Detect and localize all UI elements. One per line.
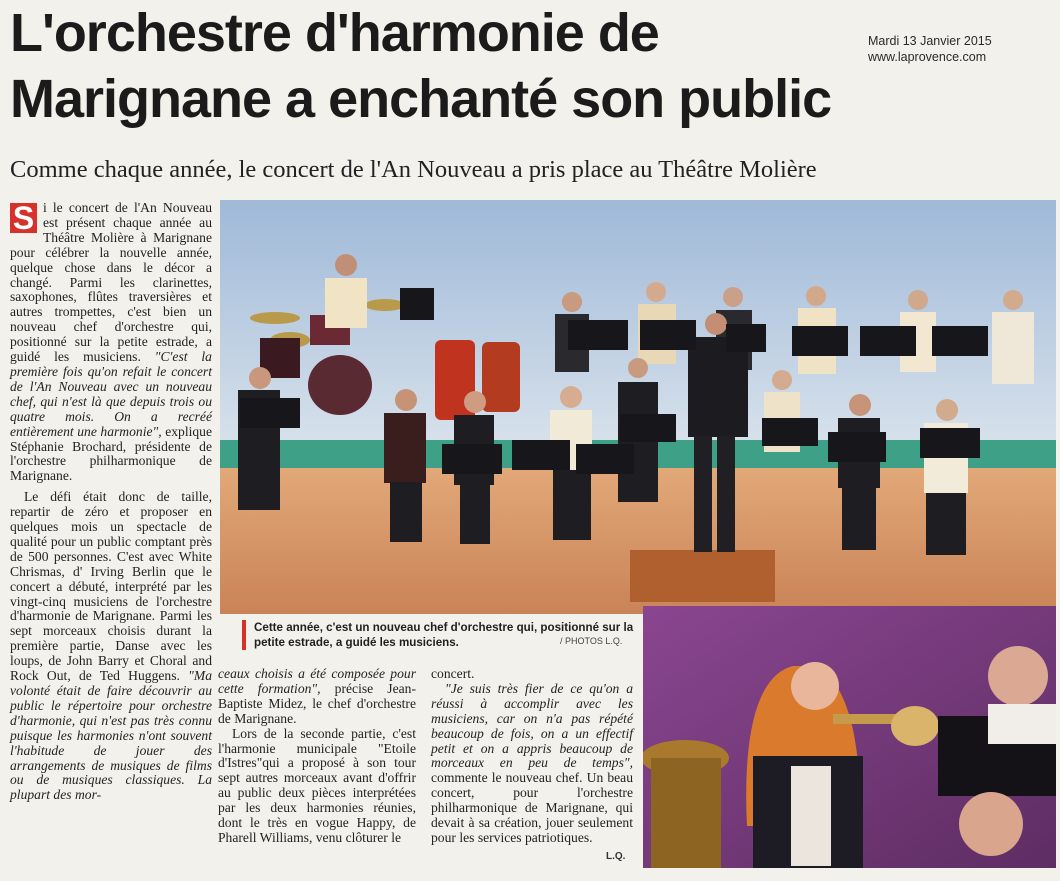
column-3-tail: commente le nouveau chef. Un beau concert, pour l'orchestre philharmonique de Marignane, qui devait à sa création, jouer seulement pour les services patriotiques. xyxy=(431,770,633,845)
main-concert-photo xyxy=(220,200,1056,614)
bald-musician-bottom xyxy=(959,792,1023,856)
headline-line-1: L'orchestre d'harmonie de xyxy=(10,3,659,63)
publication-date: Mardi 13 Janvier 2015 xyxy=(868,34,992,48)
photo-caption: Cette année, c'est un nouveau chef d'orchestre qui, positionné sur la petite estrade, a guidé les musiciens. xyxy=(242,620,639,650)
paragraph-1-quote: "C'est la première fois qu'on refait le concert de l'An Nouveau avec un nouveau chef, qui n'est là que depuis trois ou quatre mois. On a recréé entièrement une harmonie", xyxy=(10,349,212,439)
article-column-1 xyxy=(10,201,212,803)
headline-line-2: Marignane a enchanté son public xyxy=(10,69,832,129)
article-column-3 xyxy=(431,667,633,846)
article-headline xyxy=(10,0,860,132)
column-3-lead: concert. xyxy=(431,666,475,681)
column-2-quote: ceaux choisis a été composée pour cette formation", xyxy=(218,666,416,696)
column-3-quote: "Je suis très fier de ce qu'on a réussi à accomplir avec les musiciens, car on n'a pas répété beaucoup de fois, on a un effectif petit et on a appris beaucoup de morceaux en peu de temps", xyxy=(431,680,633,771)
website-url: www.laprovence.com xyxy=(868,50,987,64)
paragraph-2-quote: "Ma volonté était de faire découvrir au public le répertoire pour orchestre d'harmonie, qui n'est pas très connu puisque les harmonies n'ont souvent l'habitude de jouer des arrangements de musiques de films ou de musiques classiques. La plupart des mor- xyxy=(10,668,212,803)
article-subhead: Comme chaque année, le concert de l'An Nouveau a pris place au Théâtre Molière xyxy=(10,156,817,183)
author-signature: L.Q. xyxy=(606,851,626,862)
conductor-podium xyxy=(630,550,775,602)
paragraph-1-lead: i le concert de l'An Nouveau est présent chaque année au Théâtre Molière à Marignane pour célébrer la nouvelle année, quelque chose dans le décor a changé. Parmi les clarinettes, saxophones, flûtes traversières et autres trompettes, c'est bien un nouveau chef d'orchestre qui, positionné sur la petite estrade, a guidé les musiciens. xyxy=(10,200,212,365)
tuba-bell xyxy=(643,740,729,868)
paragraph-2: Le défi était donc de taille, repartir de zéro et proposer en quelques mois un spectacle de qualité pour un public comptant près de 500 personnes. C'est avec White Chrismas, d' Irving Berlin que le concert a débuté, interprété par les vingt-cinq musiciens de l'orchestre d'harmonie de Marignane. Parmi les sept morceaux choisis durant la première partie, Danse avec les loups, de John Barry et Choral and Rock Out, de Ted Huggens. xyxy=(10,489,212,684)
paragraph-1-tail: explique Stéphanie Brochard, présidente de l'orchestre philharmonique de Marignane. xyxy=(10,423,212,484)
column-2-tail: précise Jean-Baptiste Midez, le chef d'orchestre de Marignane. xyxy=(218,680,416,726)
trumpet-player-photo xyxy=(643,606,1056,868)
conga-right xyxy=(482,342,520,412)
drop-cap: S xyxy=(10,203,37,233)
column-2-paragraph: Lors de la seconde partie, c'est l'harmonie municipale "Etoile d'Istres"qui a proposé à son tour sept autres morceaux avant d'offrir au public deux pièces interprétées par les deux harmonies réunies, dont le très en vogue Happy, de Pharell Williams, venu clôturer le xyxy=(218,725,416,845)
background-bleed-text xyxy=(830,0,1060,180)
article-column-2 xyxy=(218,667,416,846)
photo-credit: / PHOTOS L.Q. xyxy=(560,636,623,646)
dateline xyxy=(866,33,996,65)
